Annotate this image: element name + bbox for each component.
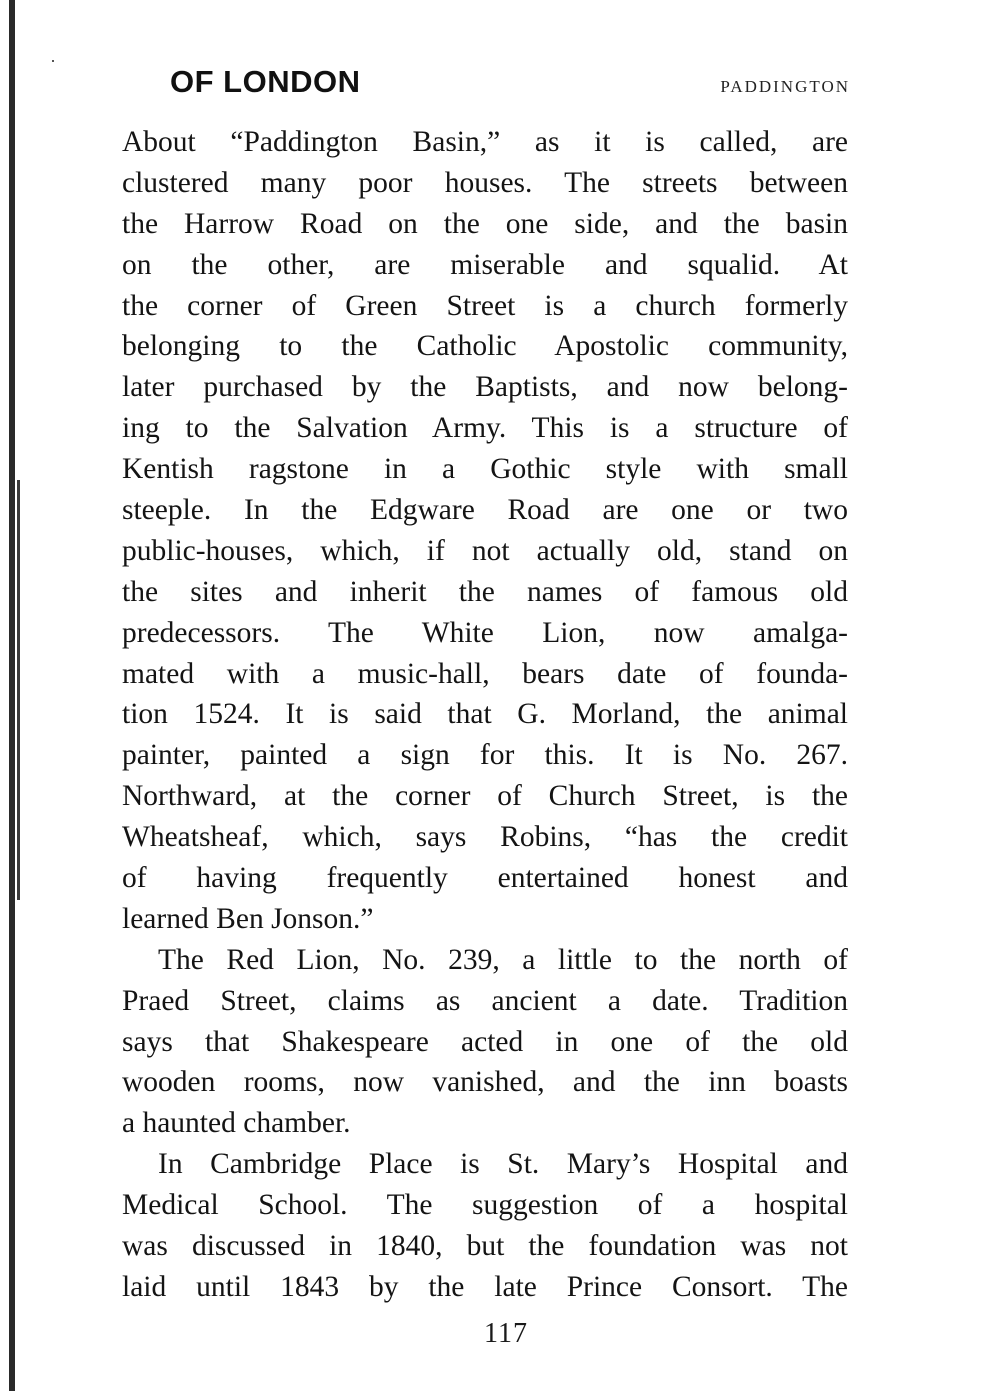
text-line: tion 1524. It is said that G. Morland, the animal [122,698,848,731]
paragraph-3 [122,1144,848,1308]
text-line: public-houses, which, if not actually old, stand on [122,534,848,567]
page-number: 117 [484,1318,528,1349]
text-line: wooden rooms, now vanished, and the inn boasts [122,1066,848,1099]
paragraph-2 [122,940,848,1144]
text-line: painter, painted a sign for this. It is No. 267. [122,739,848,772]
running-head-title: OF LONDON [170,64,361,99]
text-line: says that Shakespeare acted in one of the old [122,1025,848,1058]
text-line: clustered many poor houses. The streets between [122,166,848,199]
text-line: the sites and inherit the names of famous old [122,575,848,608]
text-line: The Red Lion, No. 239, a little to the north of [158,943,848,976]
text-line: on the other, are miserable and squalid. At [122,248,848,281]
text-line: learned Ben Jonson.” [122,902,374,935]
scan-speck [52,60,54,62]
text-line: the Harrow Road on the one side, and the basin [122,207,848,240]
running-head [170,64,850,108]
text-line: was discussed in 1840, but the foundation was not [122,1230,848,1263]
text-line: predecessors. The White Lion, now amalga- [122,616,848,649]
text-line: ing to the Salvation Army. This is a structure of [122,412,848,445]
text-line: Medical School. The suggestion of a hospital [122,1189,848,1222]
text-line: belonging to the Catholic Apostolic community, [122,330,848,363]
text-line: Wheatsheaf, which, says Robins, “has the credit [122,821,848,854]
page-binding-edge [9,0,15,1391]
text-line: Kentish ragstone in a Gothic style with small [122,453,848,486]
text-line: Praed Street, claims as ancient a date. Tradition [122,984,848,1017]
text-line: steeple. In the Edgware Road are one or two [122,494,848,527]
text-line: the corner of Green Street is a church formerly [122,289,848,322]
running-head-section: PADDINGTON [720,77,850,96]
text-line: of having frequently entertained honest and [122,862,848,895]
text-line: In Cambridge Place is St. Mary’s Hospital and [158,1148,848,1181]
text-line: About “Paddington Basin,” as it is called, are [122,126,848,158]
body-text [122,122,848,1308]
text-line: mated with a music-hall, bears date of founda- [122,657,848,690]
text-line: later purchased by the Baptists, and now belong- [122,371,848,404]
text-line: a haunted chamber. [122,1107,351,1140]
paragraph-1 [122,122,848,940]
text-line: Northward, at the corner of Church Street, is the [122,780,848,813]
page-binding-shadow [17,480,20,900]
text-line: laid until 1843 by the late Prince Consort. The [122,1270,848,1303]
